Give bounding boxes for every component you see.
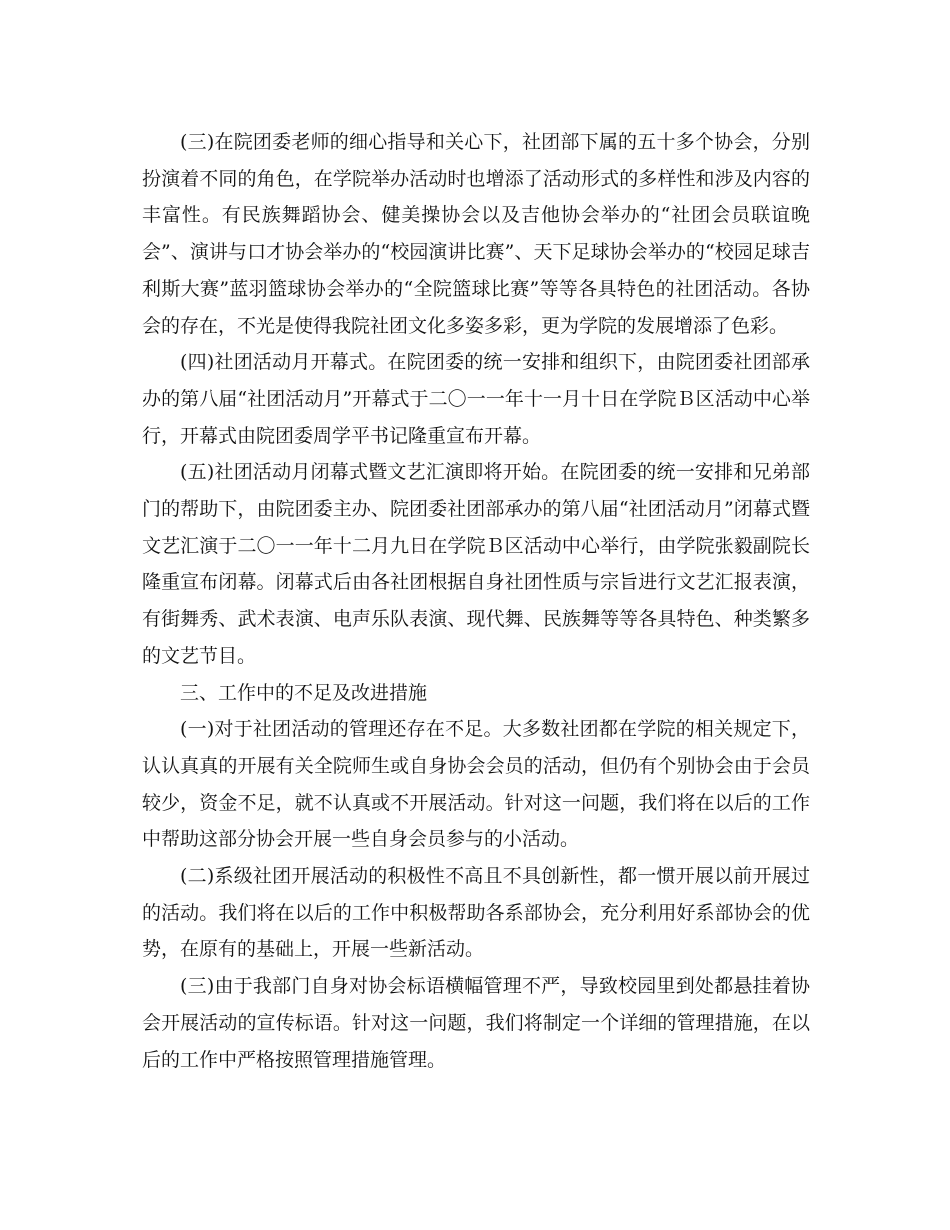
paragraph-5-closing: (五)社团活动月闭幕式暨文艺汇演即将开始。在院团委的统一安排和兄弟部门的帮助下，由院团委主办、院团委社团部承办的第八届“社团活动月”闭幕式暨文艺汇演于二〇一一年十二月九日在学院Ｂ区活动中心举行，由学院张毅副院长隆重宣布闭幕。闭幕式后由各社团根据自身社团性质与宗旨进行文艺汇报表演，有街舞秀、武术表演、电声乐队表演、现代舞、民族舞等等各具特色、种类繁多的文艺节目。 — [142, 461, 810, 667]
paragraph-issue-3: (三)由于我部门自身对协会标语横幅管理不严，导致校园里到处都悬挂着协会开展活动的宣传标语。针对这一问题，我们将制定一个详细的管理措施，在以后的工作中严格按照管理措施管理。 — [142, 975, 810, 1071]
document-body — [142, 124, 810, 1078]
section-heading-shortcomings: 三、工作中的不足及改进措施 — [180, 681, 428, 704]
paragraph-3-activities: (三)在院团委老师的细心指导和关心下，社团部下属的五十多个协会，分别扮演着不同的角色，在学院举办活动时也增添了活动形式的多样性和涉及内容的丰富性。有民族舞蹈协会、健美操协会以及吉他协会举办的“社团会员联谊晚会”、演讲与口才协会举办的“校园演讲比赛”、天下足球协会举办的“校园足球吉利斯大赛”蓝羽篮球协会举办的“全院篮球比赛”等等各具特色的社团活动。各协会的存在，不光是使得我院社团文化多姿多彩，更为学院的发展增添了色彩。 — [142, 131, 810, 337]
paragraph-issue-1: (一)对于社团活动的管理还存在不足。大多数社团都在学院的相关规定下，认认真真的开展有关全院师生或自身协会会员的活动，但仍有个别协会由于会员较少，资金不足，就不认真或不开展活动。针对这一问题，我们将在以后的工作中帮助这部分协会开展一些自身会员参与的小活动。 — [142, 718, 810, 851]
paragraph-issue-2: (二)系级社团开展活动的积极性不高且不具创新性，都一惯开展以前开展过的活动。我们将在以后的工作中积极帮助各系部协会，充分利用好系部协会的优势，在原有的基础上，开展一些新活动。 — [142, 865, 810, 961]
paragraph-4-opening: (四)社团活动月开幕式。在院团委的统一安排和组织下，由院团委社团部承办的第八届“社团活动月”开幕式于二〇一一年十一月十日在学院Ｂ区活动中心举行，开幕式由院团委周学平书记隆重宣布开幕。 — [142, 351, 810, 447]
